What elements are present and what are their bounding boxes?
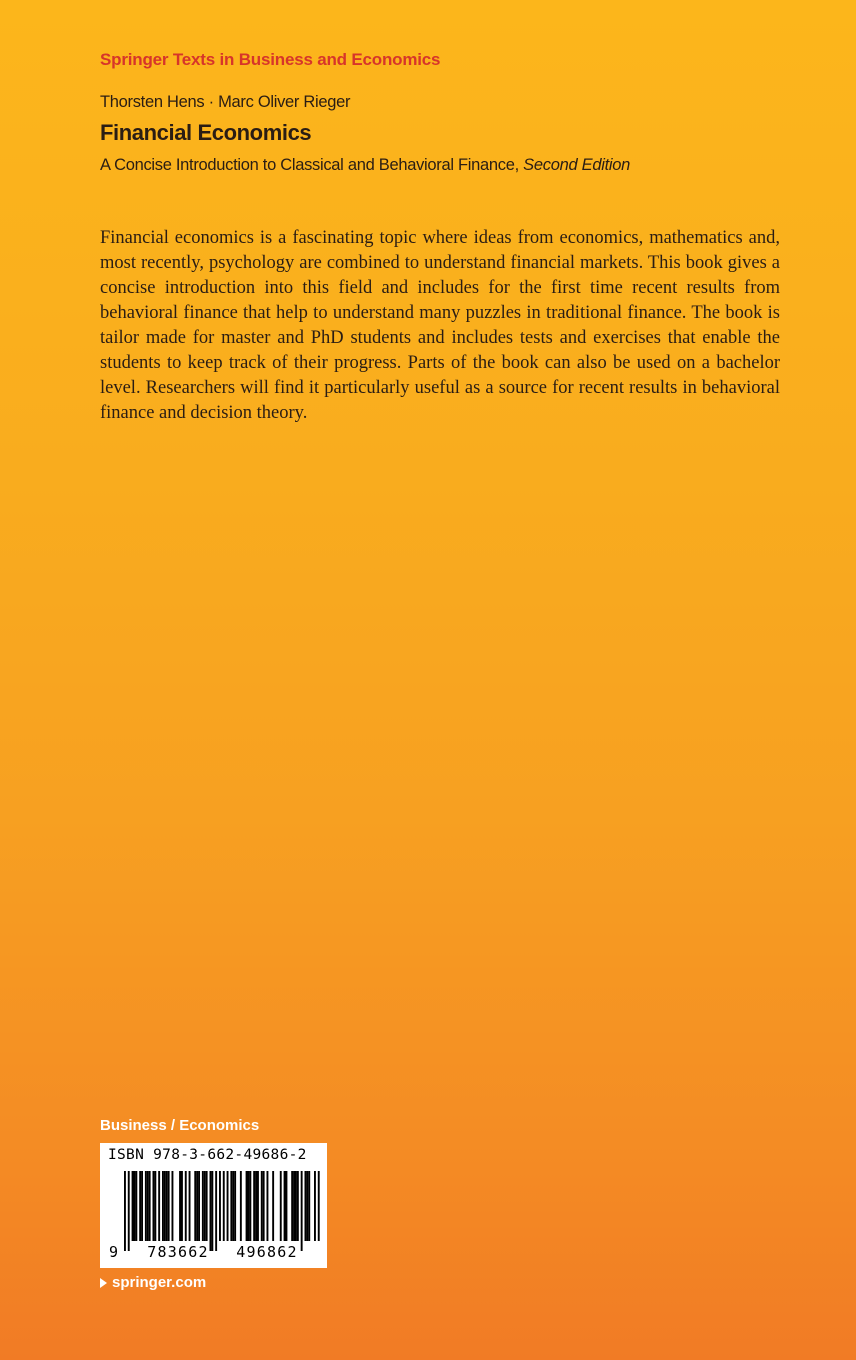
barcode-bar bbox=[301, 1171, 303, 1251]
barcode-digits-group-2: 496862 bbox=[236, 1243, 298, 1261]
edition-label: Second Edition bbox=[523, 156, 630, 174]
barcode-bar bbox=[255, 1171, 257, 1241]
barcode-bar bbox=[210, 1171, 212, 1251]
barcode-bar bbox=[198, 1171, 200, 1241]
barcode-bar bbox=[162, 1171, 164, 1241]
barcode-bar bbox=[149, 1171, 151, 1241]
barcode-bar bbox=[318, 1171, 320, 1241]
barcode-bar bbox=[297, 1171, 299, 1241]
barcode-bar bbox=[314, 1171, 316, 1241]
website-label: springer.com bbox=[112, 1274, 207, 1291]
barcode-bar bbox=[147, 1171, 149, 1241]
barcode-bar bbox=[206, 1171, 208, 1241]
barcode-bar bbox=[223, 1171, 225, 1241]
barcode-bar bbox=[128, 1171, 130, 1251]
barcode-bar bbox=[240, 1171, 242, 1241]
barcode-bar bbox=[211, 1171, 213, 1251]
barcode-bar bbox=[166, 1171, 168, 1241]
barcode-bar bbox=[196, 1171, 198, 1241]
isbn-barcode bbox=[100, 1143, 327, 1268]
barcode-bar bbox=[230, 1171, 232, 1241]
book-category: Business / Economics bbox=[100, 1117, 260, 1134]
publisher-website bbox=[100, 1274, 206, 1291]
barcode-bar bbox=[145, 1171, 147, 1241]
subtitle-text: A Concise Introduction to Classical and Behavioral Finance, bbox=[100, 156, 524, 174]
isbn-label: ISBN 978-3-662-49686-2 bbox=[108, 1147, 307, 1163]
barcode-bar bbox=[249, 1171, 251, 1241]
barcode-bar bbox=[263, 1171, 265, 1241]
barcode-bar bbox=[134, 1171, 136, 1241]
barcode-bar bbox=[308, 1171, 310, 1241]
barcode-bar bbox=[189, 1171, 191, 1241]
barcode-bar bbox=[261, 1171, 263, 1241]
barcode-bar bbox=[234, 1171, 236, 1241]
barcode-bar bbox=[179, 1171, 181, 1241]
barcode-bar bbox=[246, 1171, 248, 1241]
book-description: Financial economics is a fascinating topic where ideas from economics, mathematics and, most recently, psychology are combined to understand financial markets. This book gives a concise introduction into this field and includes for the first time recent results from behavioral finance that help to understand many puzzles in traditional finance. The book is tailor made for master and PhD students and includes tests and exercises that enable the students to keep track of their progress. Parts of the book can also be used on a bachelor level. Researchers will find it particularly useful as a source for recent results in behavioral finance and decision theory. bbox=[100, 228, 780, 423]
barcode-bar bbox=[181, 1171, 183, 1241]
book-authors: Thorsten Hens · Marc Oliver Rieger bbox=[100, 93, 351, 111]
barcode-bar bbox=[141, 1171, 143, 1241]
barcode-bar bbox=[305, 1171, 307, 1241]
barcode-bar bbox=[291, 1171, 293, 1241]
book-subtitle bbox=[100, 156, 630, 175]
barcode-bar bbox=[204, 1171, 206, 1241]
barcode-bar bbox=[153, 1171, 155, 1241]
barcode-bar bbox=[194, 1171, 196, 1241]
barcode-bar bbox=[132, 1171, 134, 1241]
barcode-bar bbox=[306, 1171, 308, 1241]
barcode-bar bbox=[219, 1171, 221, 1241]
barcode-bar bbox=[185, 1171, 187, 1241]
barcode-bar bbox=[154, 1171, 156, 1241]
barcode-bar bbox=[284, 1171, 286, 1241]
arrow-right-icon bbox=[100, 1278, 107, 1288]
barcode-bar bbox=[135, 1171, 137, 1241]
barcode-bar bbox=[232, 1171, 234, 1241]
barcode-bar bbox=[293, 1171, 295, 1241]
barcode-bar bbox=[158, 1171, 160, 1241]
barcode-bar bbox=[164, 1171, 166, 1241]
barcode-bar bbox=[215, 1171, 217, 1251]
barcode-bar bbox=[253, 1171, 255, 1241]
barcode-bar bbox=[295, 1171, 297, 1241]
barcode-digit-first: 9 bbox=[109, 1243, 119, 1261]
barcode-bar bbox=[227, 1171, 229, 1241]
series-title: Springer Texts in Business and Economics bbox=[100, 50, 441, 69]
barcode-bar bbox=[139, 1171, 141, 1241]
barcode-bar bbox=[248, 1171, 250, 1241]
barcode-bar bbox=[172, 1171, 174, 1241]
book-title: Financial Economics bbox=[100, 120, 312, 145]
barcode-bar bbox=[257, 1171, 259, 1241]
barcode-digits-group-1: 783662 bbox=[147, 1243, 209, 1261]
barcode-bar bbox=[168, 1171, 170, 1241]
barcode-bar bbox=[267, 1171, 269, 1241]
barcode-bar bbox=[202, 1171, 204, 1241]
barcode-bar bbox=[272, 1171, 274, 1241]
barcode-bar bbox=[280, 1171, 282, 1241]
barcode-bar bbox=[124, 1171, 126, 1251]
barcode-bar bbox=[286, 1171, 288, 1241]
